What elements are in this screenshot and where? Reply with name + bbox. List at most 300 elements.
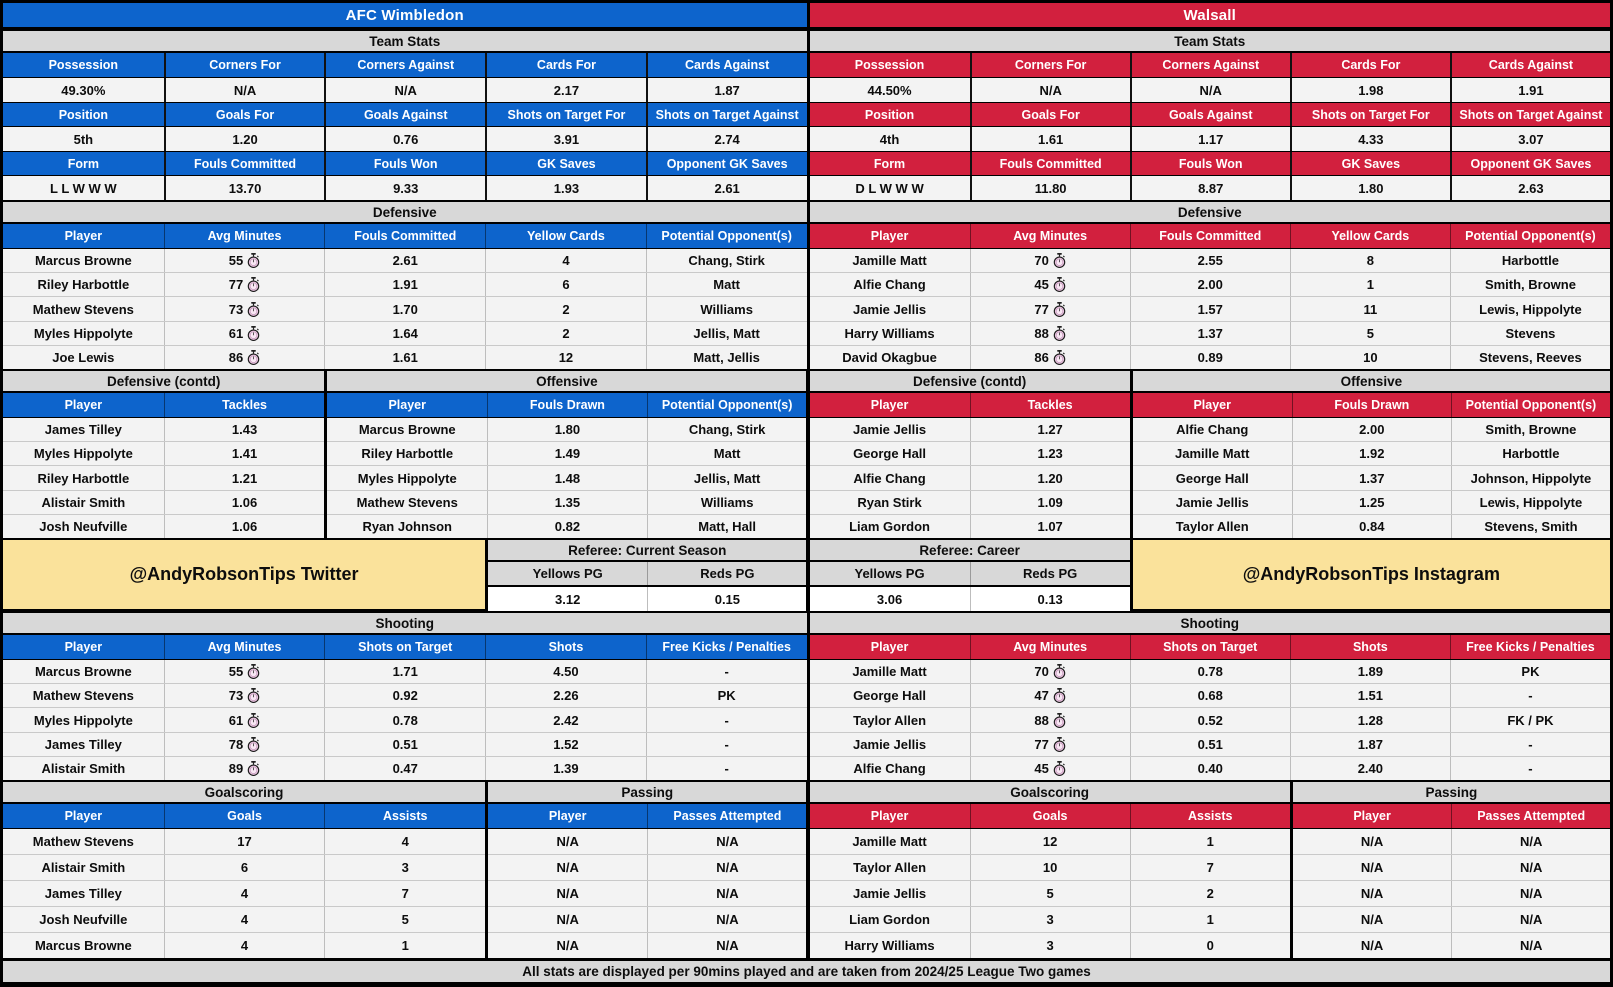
- cell: 9.33: [324, 176, 485, 200]
- offensive-table: [1133, 393, 1610, 538]
- column-header: Avg Minutes: [164, 635, 325, 659]
- goalscoring-passing-row: [810, 780, 1611, 958]
- cell: 12: [970, 829, 1130, 854]
- cell: 0.82: [487, 515, 647, 538]
- cell: Matt: [647, 442, 807, 465]
- defensive-contd-block: [3, 369, 324, 538]
- column-header: Passes Attempted: [1451, 804, 1610, 828]
- cell: 7: [324, 881, 485, 906]
- table-row: [3, 829, 485, 854]
- cell: Joe Lewis: [52, 349, 115, 365]
- cell: 1.17: [1130, 127, 1290, 151]
- cell: 1: [1130, 907, 1290, 932]
- cell: 1: [1130, 829, 1290, 854]
- column-header: Assists: [324, 804, 485, 828]
- column-header: Player: [870, 640, 909, 654]
- cell: 2: [1130, 881, 1290, 906]
- cell: 3: [970, 933, 1130, 958]
- table-row: [327, 465, 806, 489]
- table-row: [810, 321, 1611, 345]
- table-row: [810, 441, 1130, 465]
- table-row: [810, 707, 1611, 731]
- cell: 1.06: [164, 515, 325, 538]
- table-row: [1133, 514, 1610, 538]
- cell: 4: [164, 907, 325, 932]
- cell: 1.92: [1292, 442, 1451, 465]
- cell: Mathew Stevens: [356, 494, 458, 510]
- cell: Matt, Hall: [647, 515, 807, 538]
- cell: 0.78: [1130, 660, 1290, 683]
- cell: 10: [970, 855, 1130, 880]
- cell: N/A: [647, 829, 806, 854]
- cell: -: [646, 660, 807, 683]
- cell: -: [1450, 684, 1610, 707]
- table-row: [3, 880, 485, 906]
- cell: 2: [485, 322, 646, 345]
- cell: 1.70: [324, 297, 485, 320]
- cell: 45: [970, 757, 1130, 780]
- team-panel-afc-wimbledon: [3, 3, 807, 958]
- cell: 1.06: [164, 491, 325, 514]
- cell: PK: [1450, 660, 1610, 683]
- column-header: Opponent GK Saves: [1450, 152, 1610, 175]
- cell: 1.37: [1292, 466, 1451, 489]
- column-header: Player: [64, 398, 103, 412]
- cell: N/A: [1360, 938, 1384, 953]
- column-header: Possession: [48, 58, 119, 72]
- cell: 1.21: [164, 466, 325, 489]
- cell: Mathew Stevens: [32, 834, 134, 849]
- table-row: [3, 441, 324, 465]
- passing-table: [488, 804, 806, 958]
- cell: Myles Hippolyte: [33, 446, 133, 462]
- table-row: [327, 441, 806, 465]
- stopwatch-icon: [247, 277, 260, 292]
- cell: Jellis, Matt: [647, 466, 807, 489]
- cell: 11: [1290, 297, 1450, 320]
- cell: Jamille Matt: [852, 664, 927, 680]
- column-header: Potential Opponent(s): [646, 224, 807, 248]
- cell: 73: [164, 297, 325, 320]
- cell: Alfie Chang: [853, 277, 926, 293]
- cell: 1.87: [646, 78, 807, 102]
- table-header-row: [488, 804, 806, 829]
- cell: 2.61: [646, 176, 807, 200]
- cell: 1.52: [485, 733, 646, 756]
- column-header: Free Kicks / Penalties: [1450, 635, 1610, 659]
- column-header: Tackles: [164, 393, 325, 417]
- table-row: [1133, 418, 1610, 441]
- cell: N/A: [647, 855, 806, 880]
- cell: 1.20: [970, 466, 1130, 489]
- team-stats-table: [3, 53, 807, 200]
- table-row: [810, 756, 1611, 780]
- column-header: Shots on Target: [324, 635, 485, 659]
- column-header: Potential Opponent(s): [1451, 393, 1610, 417]
- cell: 73: [164, 684, 325, 707]
- defensive-contd-table: [3, 393, 324, 538]
- column-header: Yellows PG: [854, 566, 925, 581]
- table-row: [810, 249, 1611, 272]
- cell: 49.30%: [61, 82, 106, 98]
- table-row: [3, 127, 807, 151]
- cell: 6: [485, 273, 646, 296]
- section-title-offensive: Offensive: [1133, 369, 1610, 393]
- table-row: [488, 906, 806, 932]
- cell: 8: [1290, 249, 1450, 272]
- promo-instagram: @AndyRobsonTips Instagram: [1130, 538, 1610, 611]
- section-title-defensive: Defensive: [3, 200, 807, 224]
- column-header: Potential Opponent(s): [1450, 224, 1610, 248]
- column-header: Tackles: [970, 393, 1130, 417]
- cell: 1.98: [1290, 78, 1450, 102]
- table-row: [810, 683, 1611, 707]
- stopwatch-icon: [1053, 688, 1066, 703]
- table-row: [3, 906, 485, 932]
- column-header: Fouls Committed: [324, 224, 485, 248]
- column-header: Goals: [164, 804, 325, 828]
- stopwatch-icon: [1053, 253, 1066, 268]
- column-header: Cards Against: [646, 53, 807, 77]
- shooting-table: [810, 635, 1611, 780]
- cell: Matt, Jellis: [646, 346, 807, 369]
- cell: 0.92: [324, 684, 485, 707]
- cell: 1.37: [1130, 322, 1290, 345]
- cell: 2.42: [485, 708, 646, 731]
- cell: 12: [485, 346, 646, 369]
- cell: Josh Neufville: [39, 912, 128, 927]
- cell: -: [646, 733, 807, 756]
- column-header: Yellow Cards: [485, 224, 646, 248]
- cell: 1.07: [970, 515, 1130, 538]
- offensive-table: [327, 393, 806, 538]
- column-header: Shots on Target Against: [646, 103, 807, 126]
- column-header: Corners For: [164, 53, 325, 77]
- passing-table: [1293, 804, 1610, 958]
- offensive-block: [1130, 369, 1610, 538]
- cell: Smith, Browne: [1450, 273, 1610, 296]
- cell: 2.63: [1450, 176, 1610, 200]
- cell: N/A: [1451, 907, 1610, 932]
- cell: 0.52: [1130, 708, 1290, 731]
- table-row: [810, 732, 1611, 756]
- cell: 1.61: [324, 346, 485, 369]
- team-stats-table: [810, 53, 1611, 200]
- cell: James Tilley: [44, 886, 122, 901]
- team-header: Walsall: [810, 3, 1611, 29]
- cell: Josh Neufville: [39, 518, 128, 534]
- table-row: [3, 465, 324, 489]
- cell: 0.78: [324, 708, 485, 731]
- column-header: Reds PG: [970, 562, 1130, 585]
- cell: N/A: [556, 886, 579, 901]
- column-header: Corners Against: [1130, 53, 1290, 77]
- cell: PK: [646, 684, 807, 707]
- cell: 77: [970, 297, 1130, 320]
- column-header: Form: [67, 156, 99, 171]
- table-row: [810, 880, 1290, 906]
- table-header-row: [1293, 804, 1610, 829]
- referee-promo-row: [810, 538, 1611, 611]
- referee-value-row: [810, 587, 1130, 611]
- offensive-block: [324, 369, 806, 538]
- stopwatch-icon: [1053, 277, 1066, 292]
- team-header: AFC Wimbledon: [3, 3, 807, 29]
- cell: 1.87: [1290, 733, 1450, 756]
- stopwatch-icon: [1053, 713, 1066, 728]
- cell: 0.84: [1292, 515, 1451, 538]
- cell: N/A: [1451, 881, 1610, 906]
- section-title-passing: Passing: [1293, 780, 1610, 804]
- cell: N/A: [1360, 860, 1384, 875]
- cell: Matt: [646, 273, 807, 296]
- cell: 4: [324, 829, 485, 854]
- table-row: [810, 660, 1611, 683]
- cell: 11.80: [970, 176, 1130, 200]
- section-title-defensive-contd: Defensive (contd): [3, 369, 324, 393]
- cell: 1.41: [164, 442, 325, 465]
- cell: 88: [970, 322, 1130, 345]
- cell: Riley Harbottle: [37, 470, 130, 486]
- section-title-offensive: Offensive: [327, 369, 806, 393]
- table-row: [810, 345, 1611, 369]
- table-header-row: [3, 224, 807, 249]
- stopwatch-icon: [247, 737, 260, 752]
- cell: 1.35: [487, 491, 647, 514]
- table-header-row: [327, 393, 806, 418]
- table-row: [1293, 829, 1610, 854]
- column-header: Shots: [1290, 635, 1450, 659]
- cell: Lewis, Hippolyte: [1450, 297, 1610, 320]
- section-title-passing: Passing: [488, 780, 806, 804]
- table-row: [810, 418, 1130, 441]
- cell: Alistair Smith: [41, 760, 126, 776]
- cell: Harbottle: [1451, 442, 1610, 465]
- section-title-shooting: Shooting: [810, 611, 1611, 635]
- column-header: Shots on Target: [1130, 635, 1290, 659]
- cell: 77: [970, 733, 1130, 756]
- cell: 4th: [879, 131, 900, 147]
- cell: 0.40: [1130, 757, 1290, 780]
- cell: Alistair Smith: [41, 494, 126, 510]
- cell: Jamille Matt: [852, 834, 927, 849]
- goalscoring-block: [3, 780, 485, 958]
- cell: N/A: [556, 938, 579, 953]
- section-title-team-stats: Team Stats: [810, 29, 1611, 53]
- column-header: Free Kicks / Penalties: [646, 635, 807, 659]
- cell: 0.68: [1130, 684, 1290, 707]
- cell: N/A: [970, 78, 1130, 102]
- column-header: Position: [864, 107, 915, 122]
- cell: N/A: [556, 860, 579, 875]
- column-header: Fouls Drawn: [487, 393, 647, 417]
- cell: 2.26: [485, 684, 646, 707]
- cell: Myles Hippolyte: [357, 470, 457, 486]
- column-header: Fouls Drawn: [1292, 393, 1451, 417]
- cell: Lewis, Hippolyte: [1451, 491, 1610, 514]
- column-header: Avg Minutes: [970, 635, 1130, 659]
- cell: Riley Harbottle: [37, 277, 130, 293]
- cell: Jamie Jellis: [853, 886, 927, 901]
- cell: N/A: [1451, 829, 1610, 854]
- cell: N/A: [1360, 834, 1384, 849]
- cell: Alfie Chang: [853, 470, 926, 486]
- cell: 5th: [73, 131, 94, 147]
- cell: 1.28: [1290, 708, 1450, 731]
- cell: Ryan Johnson: [362, 518, 453, 534]
- cell: 2.00: [1130, 273, 1290, 296]
- cell: Williams: [647, 491, 807, 514]
- cell: 2.74: [646, 127, 807, 151]
- cell: N/A: [556, 834, 579, 849]
- column-header: Assists: [1130, 804, 1290, 828]
- table-row: [810, 854, 1290, 880]
- cell: N/A: [1360, 912, 1384, 927]
- cell: 86: [164, 346, 325, 369]
- column-header: Player: [870, 398, 909, 412]
- table-row: [3, 176, 807, 200]
- cell: N/A: [1451, 855, 1610, 880]
- cell: 77: [164, 273, 325, 296]
- column-header: Goals Against: [1130, 103, 1290, 126]
- stopwatch-icon: [1053, 737, 1066, 752]
- cell: N/A: [647, 933, 806, 958]
- section-title-goalscoring: Goalscoring: [810, 780, 1290, 804]
- cell: Marcus Browne: [358, 422, 456, 438]
- table-row: [810, 465, 1130, 489]
- section-title-defensive-contd: Defensive (contd): [810, 369, 1130, 393]
- referee-value-row: [488, 587, 806, 611]
- cell: 1.57: [1130, 297, 1290, 320]
- column-header: Shots on Target For: [485, 103, 646, 126]
- column-header: Potential Opponent(s): [647, 393, 807, 417]
- cell: 4.33: [1290, 127, 1450, 151]
- cell: 70: [970, 660, 1130, 683]
- column-header: Shots on Target Against: [1450, 103, 1610, 126]
- cell: Alistair Smith: [41, 860, 126, 875]
- column-header: Cards Against: [1450, 53, 1610, 77]
- cell: 2.55: [1130, 249, 1290, 272]
- table-row: [3, 683, 807, 707]
- cell: 47: [970, 684, 1130, 707]
- table-row: [1293, 906, 1610, 932]
- column-header: Opponent GK Saves: [646, 152, 807, 175]
- cell: 3: [324, 855, 485, 880]
- team-panels: [3, 3, 1610, 958]
- stopwatch-icon: [1053, 302, 1066, 317]
- goalscoring-table: [3, 804, 485, 958]
- cell: N/A: [647, 907, 806, 932]
- goalscoring-table: [810, 804, 1290, 958]
- cell: 1.91: [324, 273, 485, 296]
- column-header: Goals For: [970, 103, 1130, 126]
- cell: N/A: [1130, 78, 1290, 102]
- cell: Smith, Browne: [1451, 418, 1610, 441]
- cell: Jamie Jellis: [1175, 494, 1249, 510]
- column-header: Yellow Cards: [1290, 224, 1450, 248]
- column-header: Player: [870, 229, 909, 243]
- cell: Mathew Stevens: [32, 688, 134, 704]
- cell: Marcus Browne: [34, 664, 132, 680]
- table-row: [488, 829, 806, 854]
- table-row: [1293, 932, 1610, 958]
- cell: 55: [164, 660, 325, 683]
- cell: 0.47: [324, 757, 485, 780]
- cell: -: [646, 708, 807, 731]
- cell: Jamie Jellis: [853, 736, 927, 752]
- cell: 1.20: [164, 127, 325, 151]
- table-row: [327, 490, 806, 514]
- cell: 1.43: [164, 418, 325, 441]
- column-header: Yellows PG: [532, 566, 603, 581]
- goalscoring-block: [810, 780, 1290, 958]
- cell: N/A: [1360, 886, 1384, 901]
- cell: 0.89: [1130, 346, 1290, 369]
- cell: Harry Williams: [844, 325, 935, 341]
- table-row: [3, 854, 485, 880]
- cell: Jamille Matt: [852, 253, 927, 269]
- table-row: [3, 249, 807, 272]
- stopwatch-icon: [1053, 326, 1066, 341]
- cell: Jellis, Matt: [646, 322, 807, 345]
- referee-current-season-block: [485, 538, 806, 611]
- column-header: Corners For: [970, 53, 1130, 77]
- defensive-contd-offensive-row: [810, 369, 1611, 538]
- table-header-row: [3, 393, 324, 418]
- table-header-row: [810, 393, 1130, 418]
- cell: George Hall: [1175, 470, 1249, 486]
- cell: Marcus Browne: [34, 938, 132, 953]
- cell: 1.61: [970, 127, 1130, 151]
- column-header: GK Saves: [1290, 152, 1450, 175]
- table-row: [488, 932, 806, 958]
- cell: George Hall: [853, 446, 927, 462]
- table-header-row: [1133, 393, 1610, 418]
- section-title-goalscoring: Goalscoring: [3, 780, 485, 804]
- footer-note: All stats are displayed per 90mins played and are taken from 2024/25 League Two games: [3, 958, 1610, 984]
- table-row: [1133, 465, 1610, 489]
- cell: Harbottle: [1450, 249, 1610, 272]
- cell: Alfie Chang: [853, 760, 926, 776]
- table-row: [810, 127, 1611, 151]
- passing-block: [485, 780, 806, 958]
- cell: 1.64: [324, 322, 485, 345]
- table-row: [3, 490, 324, 514]
- column-header: Fouls Committed: [970, 152, 1130, 175]
- column-header: Fouls Won: [1130, 152, 1290, 175]
- stopwatch-icon: [247, 664, 260, 679]
- cell: Taylor Allen: [853, 712, 927, 728]
- cell: Jamille Matt: [1175, 446, 1250, 462]
- stopwatch-icon: [247, 350, 260, 365]
- cell: 2.00: [1292, 418, 1451, 441]
- cell: 1.51: [1290, 684, 1450, 707]
- cell: N/A: [164, 78, 325, 102]
- column-header: Player: [64, 640, 103, 654]
- cell: 86: [970, 346, 1130, 369]
- stopwatch-icon: [247, 253, 260, 268]
- cell: Taylor Allen: [853, 860, 927, 875]
- cell: 4.50: [485, 660, 646, 683]
- cell: Stevens, Reeves: [1450, 346, 1610, 369]
- cell: D L W W W: [855, 180, 924, 196]
- cell: Alfie Chang: [1176, 422, 1249, 438]
- cell: N/A: [324, 78, 485, 102]
- cell: 1.49: [487, 442, 647, 465]
- section-title-defensive: Defensive: [810, 200, 1611, 224]
- table-row: [3, 321, 807, 345]
- cell: 88: [970, 708, 1130, 731]
